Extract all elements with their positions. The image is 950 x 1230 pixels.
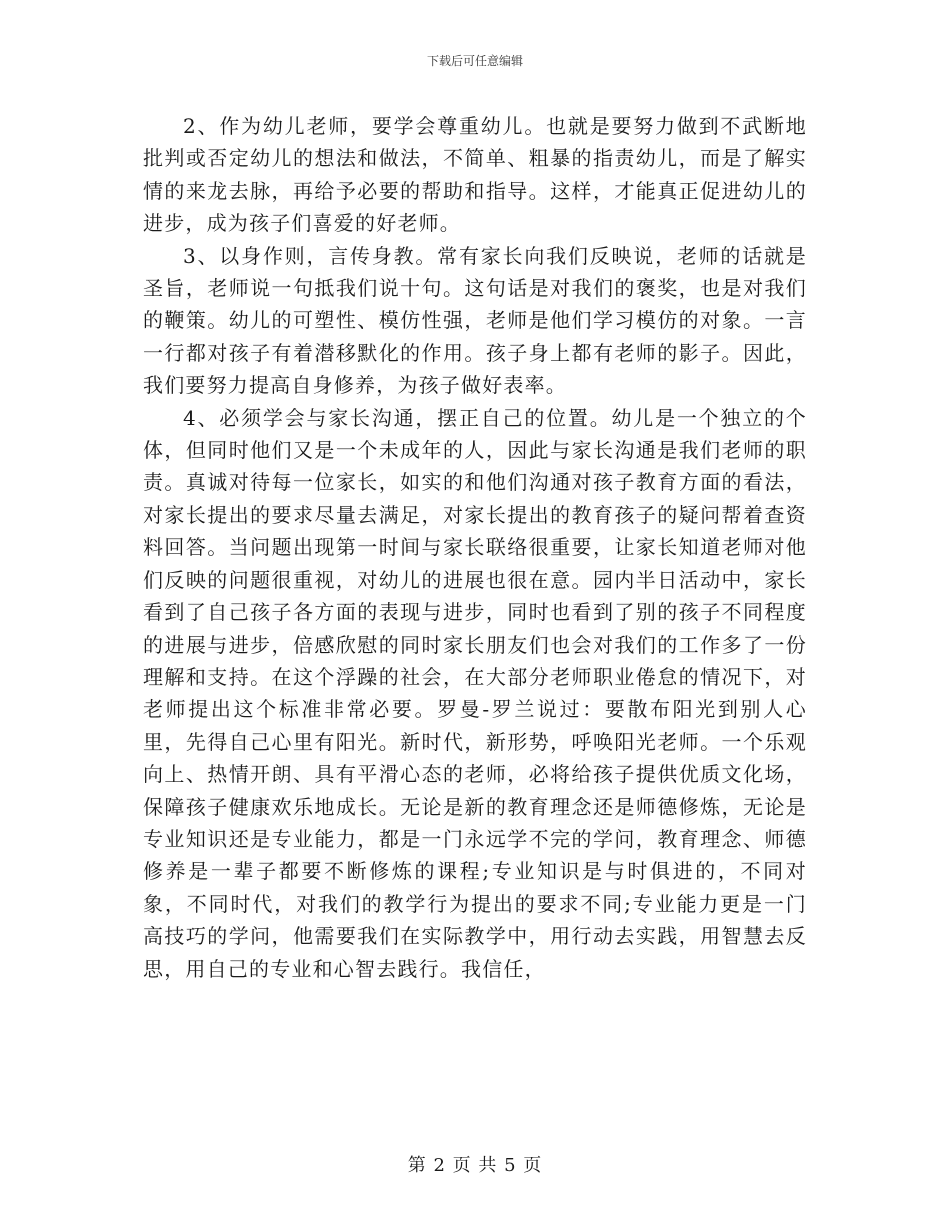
page-number-footer: 第 2 页 共 5 页 (407, 1155, 543, 1176)
paragraph-item-3: 3、以身作则，言传身教。常有家长向我们反映说，老师的话就是圣旨，老师说一句抵我们说十句。这句话是对我们的褒奖，也是对我们的鞭策。幼儿的可塑性、模仿性强，老师是他们学习模仿的对象。一言一行都对孩子有着潜移默化的作用。孩子身上都有老师的影子。因此，我们要努力提高自身修养，为孩子做好表率。 (143, 243, 807, 398)
document-body (143, 110, 807, 985)
paragraph-item-2: 2、作为幼儿老师，要学会尊重幼儿。也就是要努力做到不武断地批判或否定幼儿的想法和做法，不简单、粗暴的指责幼儿，而是了解实情的来龙去脉，再给予必要的帮助和指导。这样，才能真正促进幼儿的进步，成为孩子们喜爱的好老师。 (143, 114, 807, 236)
paragraph-item-4: 4、必须学会与家长沟通，摆正自己的位置。幼儿是一个独立的个体，但同时他们又是一个未成年的人，因此与家长沟通是我们老师的职责。真诚对待每一位家长，如实的和他们沟通对孩子教育方面的看法，对家长提出的要求尽量去满足，对家长提出的教育孩子的疑问帮着查资料回答。当问题出现第一时间与家长联络很重要，让家长知道老师对他们反映的问题很重视，对幼儿的进展也很在意。园内半日活动中，家长看到了自己孩子各方面的表现与进步，同时也看到了别的孩子不同程度的进展与进步，倍感欣慰的同时家长朋友们也会对我们的工作多了一份理解和支持。在这个浮躁的社会，在大部分老师职业倦怠的情况下，对老师提出这个标准非常必要。罗曼-罗兰说过：要散布阳光到别人心里，先得自己心里有阳光。新时代，新形势，呼唤阳光老师。一个乐观向上、热情开朗、具有平滑心态的老师，必将给孩子提供优质文化场，保障孩子健康欢乐地成长。无论是新的教育理念还是师德修炼，无论是专业知识还是专业能力，都是一门永远学不完的学问，教育理念、师德修养是一辈子都要不断修炼的课程;专业知识是与时俱进的，不同对象，不同时代，对我们的教学行为提出的要求不同;专业能力更是一门高技巧的学问，他需要我们在实际教学中，用行动去实践，用智慧去反思，用自己的专业和心智去践行。我信任， (143, 405, 807, 981)
page-header-note: 下载后可任意编辑 (426, 54, 523, 68)
